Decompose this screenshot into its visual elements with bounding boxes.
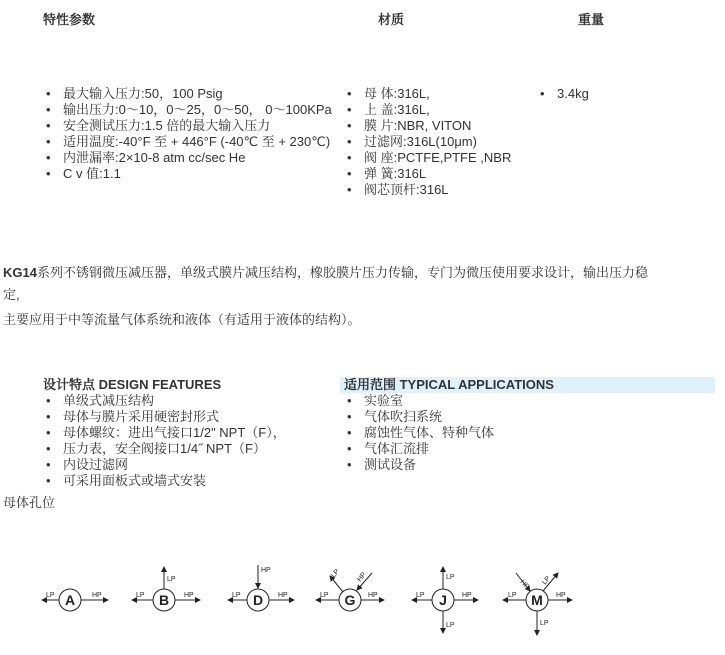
applications-list	[343, 393, 643, 473]
port-label-g: G	[344, 592, 356, 608]
list-item: • 单级式减压结构	[42, 393, 342, 409]
list-item: • 可采用面板式或墙式安装	[42, 473, 342, 489]
list-item: • C v 值:1.1	[42, 166, 332, 182]
list-item: • 安全测试压力:1.5 倍的最大输入压力	[42, 118, 332, 134]
list-item: • 实验室	[343, 393, 643, 409]
design-features-title: 设计特点 DESIGN FEATURES	[43, 377, 222, 392]
hp-label: HP	[261, 567, 271, 574]
description-line-1-wrap: 定,	[3, 287, 20, 302]
port-label-d: D	[252, 592, 264, 608]
model-name: KG14	[3, 265, 37, 280]
list-item: • 上 盖:316L,	[343, 102, 543, 118]
list-item: • 测试设备	[343, 457, 643, 473]
lp-label: LP	[446, 574, 455, 581]
applications-title: 适用范围 TYPICAL APPLICATIONS	[344, 377, 554, 392]
list-item: • 阀 座:PCTFE,PTFE ,NBR	[343, 150, 543, 166]
list-item: • 膜 片:NBR, VITON	[343, 118, 543, 134]
list-item: • 阀芯顶杆:316L	[343, 182, 543, 198]
hp-label: HP	[368, 592, 378, 599]
lp-label: LP	[416, 592, 425, 599]
list-item: • 母 体:316L,	[343, 86, 543, 102]
list-item: • 适用温度:-40°F 至 + 446°F (-40℃ 至 + 230℃)	[42, 134, 332, 150]
material-list	[343, 86, 543, 198]
lp-label: LP	[46, 592, 55, 599]
lp-label: LP	[232, 592, 241, 599]
port-diagrams	[0, 555, 725, 655]
hp-label: HP	[462, 592, 472, 599]
params-header: 特性参数	[43, 12, 96, 27]
list-item: • 过滤网:316L(10μm)	[343, 134, 543, 150]
list-item: • 最大输入压力:50，100 Psig	[42, 86, 332, 102]
port-label-m: M	[531, 592, 543, 608]
hp-label: HP	[92, 592, 102, 599]
port-label-a: A	[64, 592, 76, 608]
list-item: • 母体螺纹：进出气接口1/2" NPT（F），	[42, 425, 342, 441]
list-item: • 压力表，安全阀接口1/4˝ NPT（F）	[42, 441, 342, 457]
hp-label: HP	[556, 592, 566, 599]
params-list	[42, 86, 332, 182]
lp-label: LP	[167, 576, 176, 583]
hp-label: HP	[518, 578, 531, 591]
description	[3, 262, 715, 331]
design-features-list	[42, 393, 342, 489]
list-item: • 气体吹扫系统	[343, 409, 643, 425]
list-item: • 腐蚀性气体、特种气体	[343, 425, 643, 441]
port-label-j: J	[439, 592, 447, 608]
description-line-1: KG14系列不锈钢微压减压器，单级式膜片减压结构，橡胶膜片压力传输，专门为微压使用要求设计，输出压力稳	[3, 265, 648, 280]
list-item: • 内设过滤网	[42, 457, 342, 473]
list-item: • 弹 簧:316L	[343, 166, 543, 182]
description-line-2: 主要应用于中等流量气体系统和液体（有适用于液体的结构）。	[3, 312, 361, 327]
weight-list	[536, 86, 656, 102]
hp-label: HP	[278, 592, 288, 599]
hp-label: HP	[184, 592, 194, 599]
material-header: 材质	[378, 12, 405, 27]
weight-header: 重量	[578, 12, 605, 27]
lp-label: LP	[136, 592, 145, 599]
list-item: • 内泄漏率:2×10-8 atm cc/sec He	[42, 150, 332, 166]
lp-label: LP	[541, 575, 553, 587]
lp-label: LP	[320, 592, 329, 599]
hp-label: HP	[356, 571, 368, 584]
lp-label: LP	[446, 622, 455, 629]
lp-label: LP	[508, 592, 517, 599]
lp-label: LP	[330, 568, 342, 580]
port-layout-title: 母体孔位	[3, 495, 56, 510]
port-label-b: B	[158, 592, 170, 608]
list-item: • 气体汇流排	[343, 441, 643, 457]
list-item: • 母体与膜片采用硬密封形式	[42, 409, 342, 425]
lp-label: LP	[540, 620, 549, 627]
list-item: • 3.4kg	[536, 86, 656, 102]
list-item: • 输出压力:0～10，0～25，0～50， 0～100KPa	[42, 102, 332, 118]
